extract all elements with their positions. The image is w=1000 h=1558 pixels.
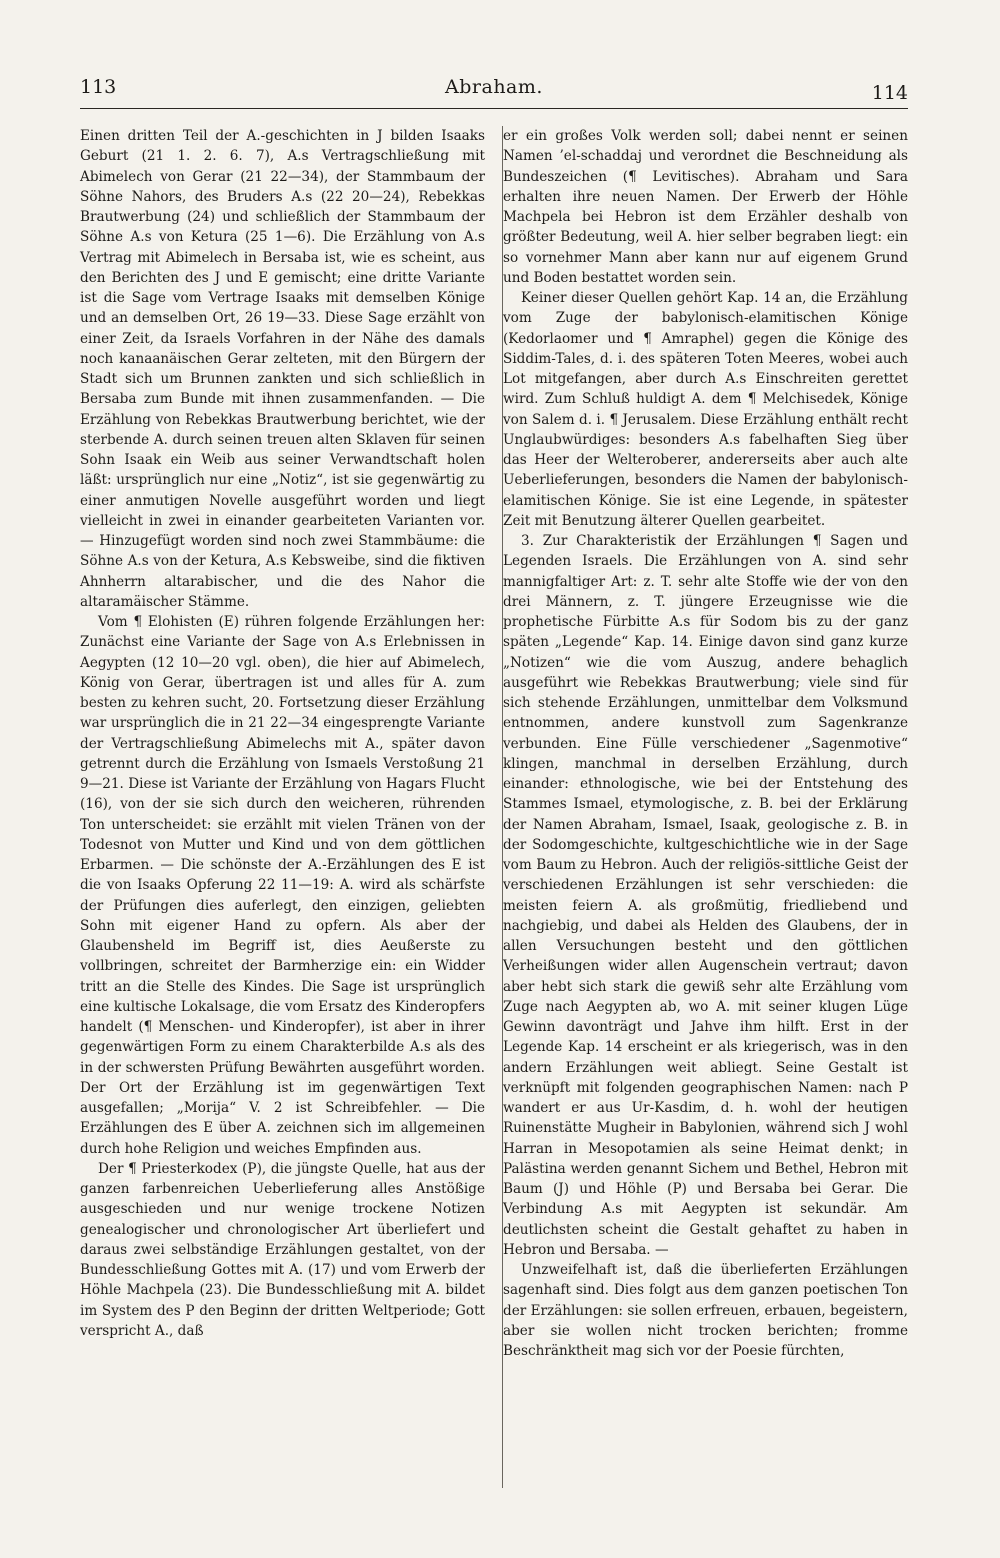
right-column [503, 126, 908, 1498]
paragraph: Keiner dieser Quellen gehört Kap. 14 an, die Erzählung vom Zuge der babylonisch-elamitischen Könige (Kedorlaomer und ¶ Amraphel) gegen die Könige des Siddim-Tales, d. i. des späteren Toten Meeres, wobei auch Lot mitgefangen, aber durch A.s Einschreiten gerettet wird. Zum Schluß huldigt A. dem ¶ Melchisedek, Könige von Salem d. i. ¶ Jerusalem. Diese Erzählung enthält recht Unglaubwürdiges: besonders A.s fabelhaften Sieg über das Heer der Welteroberer, andererseits aber auch alte Ueberlieferungen, besonders die Namen der babylonisch-elamitischen Könige. Sie ist eine Legende, in spätester Zeit mit Benutzung älterer Quellen gearbeitet. [503, 290, 908, 529]
paragraph: Unzweifelhaft ist, daß die überlieferten Erzählungen sagenhaft sind. Dies folgt aus dem ganzen poetischen Ton der Erzählungen: sie sollen erfreuen, erbauen, begeistern, aber sie wollen nicht trocken berichten; fromme Beschränktheit mag sich vor der Poesie fürchten, [503, 1262, 908, 1359]
paragraph: 3. Zur Charakteristik der Erzählungen ¶ Sagen und Legenden Israels. Die Erzählungen von A. sind sehr mannigfaltiger Art: z. T. sehr alte Stoffe wie der von den drei Männern, z. T. jüngere Erzeugnisse wie die prophetische Fürbitte A.s für Sodom bis zu der ganz späten „Legende“ Kap. 14. Einige davon sind ganz kurze „Notizen“ wie die vom Auszug, andere behaglich ausgeführt wie Rebekkas Brautwerbung; viele sind für sich stehende Erzählungen, unmittelbar dem Volksmund entnommen, andere kunstvoll zum Sagenkranze verbunden. Eine Fülle verschiedener „Sagenmotive“ klingen, manchmal in derselben Erzählung, durch einander: ethnologische, wie bei der Entstehung des Stammes Ismael, etymologische, z. B. bei der Erklärung der Namen Abraham, Ismael, Isaak, geologische z. B. in der Sodomgeschichte, kultgeschichtliche wie in der Sage vom Baum zu Hebron. Auch der religiös-sittliche Geist der verschiedenen Erzählungen ist sehr verschieden: die meisten feiern A. als großmütig, friedliebend und nachgiebig, und dabei als Helden des Glaubens, der in allen Versuchungen besteht und den göttlichen Verheißungen wider allen Augenschein vertraut; davon aber hebt sich stark die gewiß sehr alte Erzählung vom Zuge nach Aegypten ab, wo A. mit seiner klugen Lüge Gewinn davonträgt und Jahve ihm hilft. Erst in der Legende Kap. 14 erscheint er als kriegerisch, was in den andern Erzählungen weit abliegt. Seine Gestalt ist verknüpft mit folgenden geographischen Namen: nach P wandert er aus Ur-Kasdim, d. h. wohl der heutigen Ruinenstätte Mugheir in Babylonien, während sich J wohl Harran in Mesopotamien als seine Heimat denkt; in Palästina werden genannt Sichem und Bethel, Hebron mit Baum (J) und Höhle (P) und Bersaba bei Gerar. Die Verbindung A.s mit Aegypten ist sekundär. Am deutlichsten scheint die Gestalt gehaftet zu haben in Hebron und Bersaba. — [503, 533, 908, 1258]
running-title: Abraham. [445, 76, 543, 98]
header-rule [80, 108, 908, 109]
paragraph: Der ¶ Priesterkodex (P), die jüngste Quelle, hat aus der ganzen farbenreichen Ueberlieferung alles Anstößige ausgeschieden und nur wenige trockene Notizen genealogischer und chronologischer Art überliefert und daraus zwei selbständige Erzählungen gestaltet, von der Bundesschließung Gottes mit A. (17) und vom Erwerb der Höhle Machpela (23). Die Bundesschließung mit A. bildet im System des P den Beginn der dritten Weltperiode; Gott verspricht A., daß [80, 1160, 485, 1339]
page-number-left: 113 [80, 76, 117, 98]
paragraph: Einen dritten Teil der A.-geschichten in J bilden Isaaks Geburt (21 1. 2. 6. 7), A.s Vertragschließung mit Abimelech von Gerar (21 22—34), der Stammbaum der Söhne Nahors, des Bruders A.s (22 20—24), Rebekkas Brautwerbung (24) und schließlich der Stammbaum der Söhne A.s von Ketura (25 1—6). Die Erzählung von A.s Vertrag mit Abimelech in Bersaba ist, wie es scheint, aus den Berichten des J und E gemischt; eine dritte Variante ist die Sage vom Vertrage Isaaks mit demselben Könige und an demselben Ort, 26 19—33. Diese Sage erzählt von einer Zeit, da Israels Vorfahren in der Nähe des damals noch kanaanäischen Gerar zelteten, mit den Bürgern der Stadt sich um Brunnen zankten und sich schließlich in Bersaba zum Bunde mit ihnen zusammenfanden. — Die Erzählung von Rebekkas Brautwerbung berichtet, wie der sterbende A. durch seinen treuen alten Sklaven für seinen Sohn Isaak ein Weib aus seiner Verwandtschaft holen läßt: ursprünglich nur eine „Notiz“, ist sie gegenwärtig zu einer anmutigen Novelle ausgeführt worden und liegt vielleicht in zwei in einander gearbeiteten Varianten vor. — Hinzugefügt worden sind noch zwei Stammbäume: die Söhne A.s von der Ketura, A.s Kebsweibe, sind die fiktiven Ahnherrn altarabischer, und die des Nahor die altaramäischer Stämme. [80, 128, 485, 610]
text-columns [80, 126, 908, 1498]
paragraph: Vom ¶ Elohisten (E) rühren folgende Erzählungen her: Zunächst eine Variante der Sage von A.s Erlebnissen in Aegypten (12 10—20 vgl. oben), die hier auf Abimelech, König von Gerar, übertragen ist und alles für A. zum besten zu kehren sucht, 20. Fortsetzung dieser Erzählung war ursprünglich die in 21 22—34 eingesprengte Variante der Vertragschließung Abimelechs mit A., später davon getrennt durch die Erzählung von Ismaels Verstoßung 21 9—21. Diese ist Variante der Erzählung von Hagars Flucht (16), von der sie sich durch den weicheren, rührenden Ton unterscheidet: sie erzählt mit vielen Tränen von der Todesnot von Mutter und Kind und von dem göttlichen Erbarmen. — Die schönste der A.-Erzählungen des E ist die von Isaaks Opferung 22 11—19: A. wird als schärfste der Prüfungen dies auferlegt, den einzigen, geliebten Sohn mit eigener Hand zu opfern. Als aber der Glaubensheld im Begriff ist, dies Aeußerste zu vollbringen, schreitet der Barmherzige ein: ein Widder tritt an die Stelle des Kindes. Die Sage ist ursprünglich eine kultische Lokalsage, die vom Ersatz des Kinderopfers handelt (¶ Menschen- und Kinderopfer), ist aber in ihrer gegenwärtigen Form zu einem Charakterbilde A.s als des in der schwersten Prüfung Bewährten ausgeführt worden. Der Ort der Erzählung ist im gegenwärtigen Text ausgefallen; „Morija“ V. 2 ist Schreibfehler. — Die Erzählungen des E über A. zeichnen sich im allgemeinen durch hohe Religion und weiches Empfinden aus. [80, 614, 485, 1157]
page-number-right: 114 [871, 82, 908, 104]
paragraph: er ein großes Volk werden soll; dabei nennt er seinen Namen ’el-schaddaj und verordnet die Beschneidung als Bundeszeichen (¶ Levitisches). Abraham und Sara erhalten ihre neuen Namen. Der Erwerb der Höhle Machpela bei Hebron ist dem Erzähler deshalb von größter Bedeutung, weil A. hier selber begraben liegt: ein so vornehmer Mann aber kann nur auf eigenem Grund und Boden bestattet worden sein. [503, 128, 908, 286]
page-header [80, 76, 908, 106]
left-column [80, 126, 485, 1498]
